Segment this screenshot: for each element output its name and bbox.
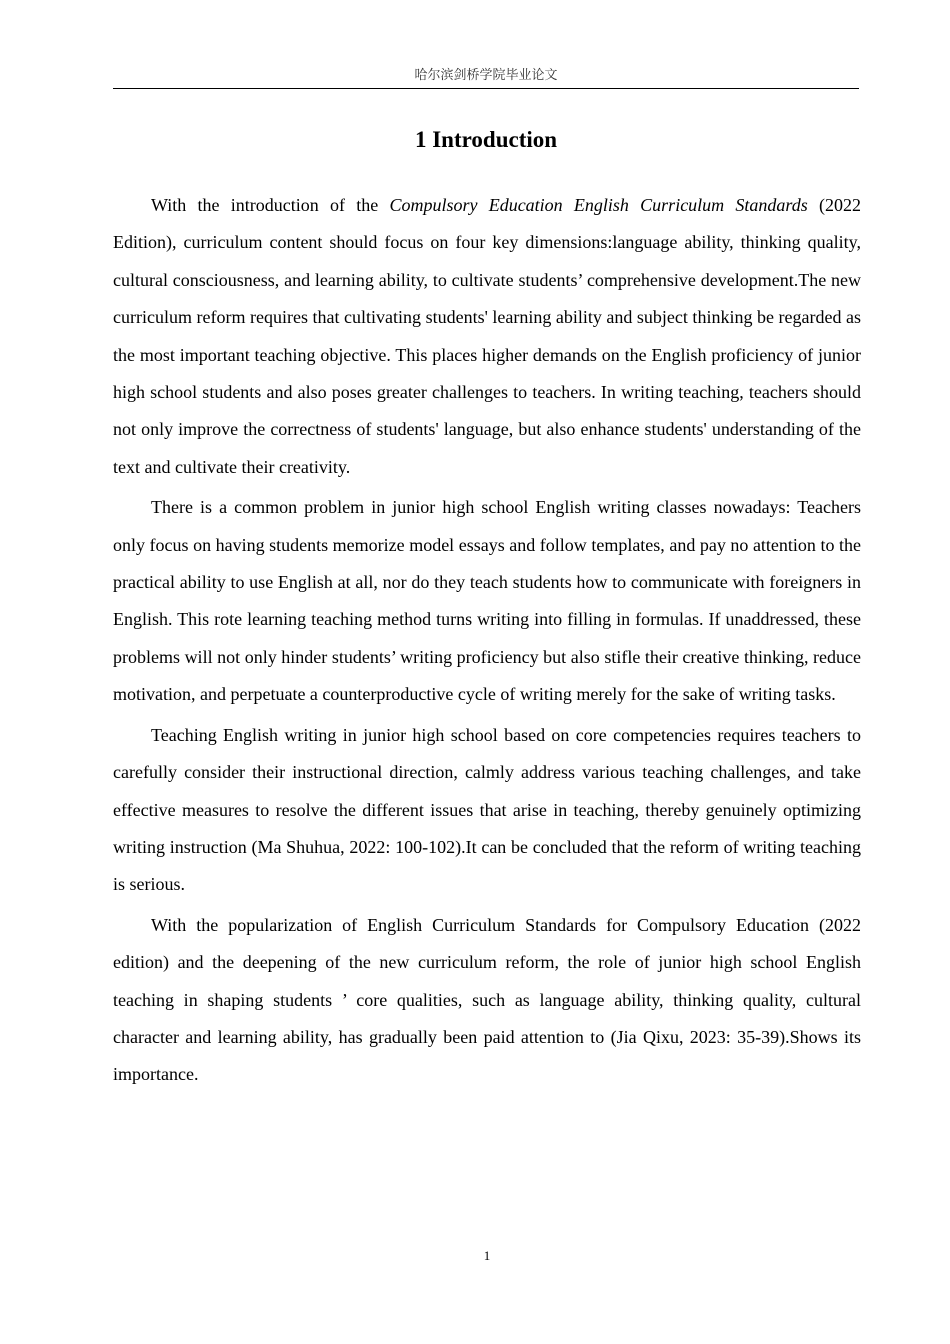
header-divider bbox=[113, 88, 859, 89]
paragraph-4: With the popularization of English Curriculum Standards for Compulsory Education (2022 edition) and the deepening of the new curriculum reform, the role of junior high school English teaching in shaping students ’ core qualities, such as language ability, thinking quality, cultural character and learning ability, has gradually been paid attention to (Jia Qixu, 2023: 35-39).Shows its importance. bbox=[113, 914, 861, 1085]
paragraph-1-lead: With the introduction of the bbox=[151, 195, 390, 215]
paragraph-1-rest: (2022 Edition), curriculum content should focus on four key dimensions:language ability, thinking quality, cultural consciousness, and learning ability, to cultivate students’ comprehensive development.The new curriculum reform requires that cultivating students' learning ability and subject thinking be regarded as the most important teaching objective. This places higher demands on the English proficiency of junior high school students and also poses greater challenges to teachers. In writing teaching, teachers should not only improve the correctness of students' language, but also enhance students' understanding of the text and cultivate their creativity. bbox=[113, 195, 862, 477]
running-header: 哈尔滨剑桥学院毕业论文 bbox=[414, 68, 558, 83]
curriculum-standard-title: Compulsory Education English Curriculum Standards bbox=[389, 195, 808, 215]
paragraph-2: There is a common problem in junior high school English writing classes nowadays: Teachers only focus on having students memorize model essays and follow templates, and pay no attention to the practical ability to use English at all, nor do they teach students how to communicate with foreigners in English. This rote learning teaching method turns writing into filling in formulas. If unaddressed, these problems will not only hinder students’ writing proficiency but also stifle their creative thinking, reduce motivation, and perpetuate a counterproductive cycle of writing merely for the sake of writing tasks. bbox=[113, 497, 861, 705]
chapter-title: 1 Introduction bbox=[414, 127, 558, 152]
paragraph-3: Teaching English writing in junior high school based on core competencies requires teachers to carefully consider their instructional direction, calmly address various teaching challenges, and take effective measures to resolve the different issues that arise in teaching, thereby genuinely optimizing writing instruction (Ma Shuhua, 2022: 100-102).It can be concluded that the reform of writing teaching is serious. bbox=[113, 724, 861, 895]
paragraph-1 bbox=[113, 187, 861, 486]
page-number: 1 bbox=[483, 1248, 491, 1263]
body-text bbox=[113, 187, 861, 1094]
